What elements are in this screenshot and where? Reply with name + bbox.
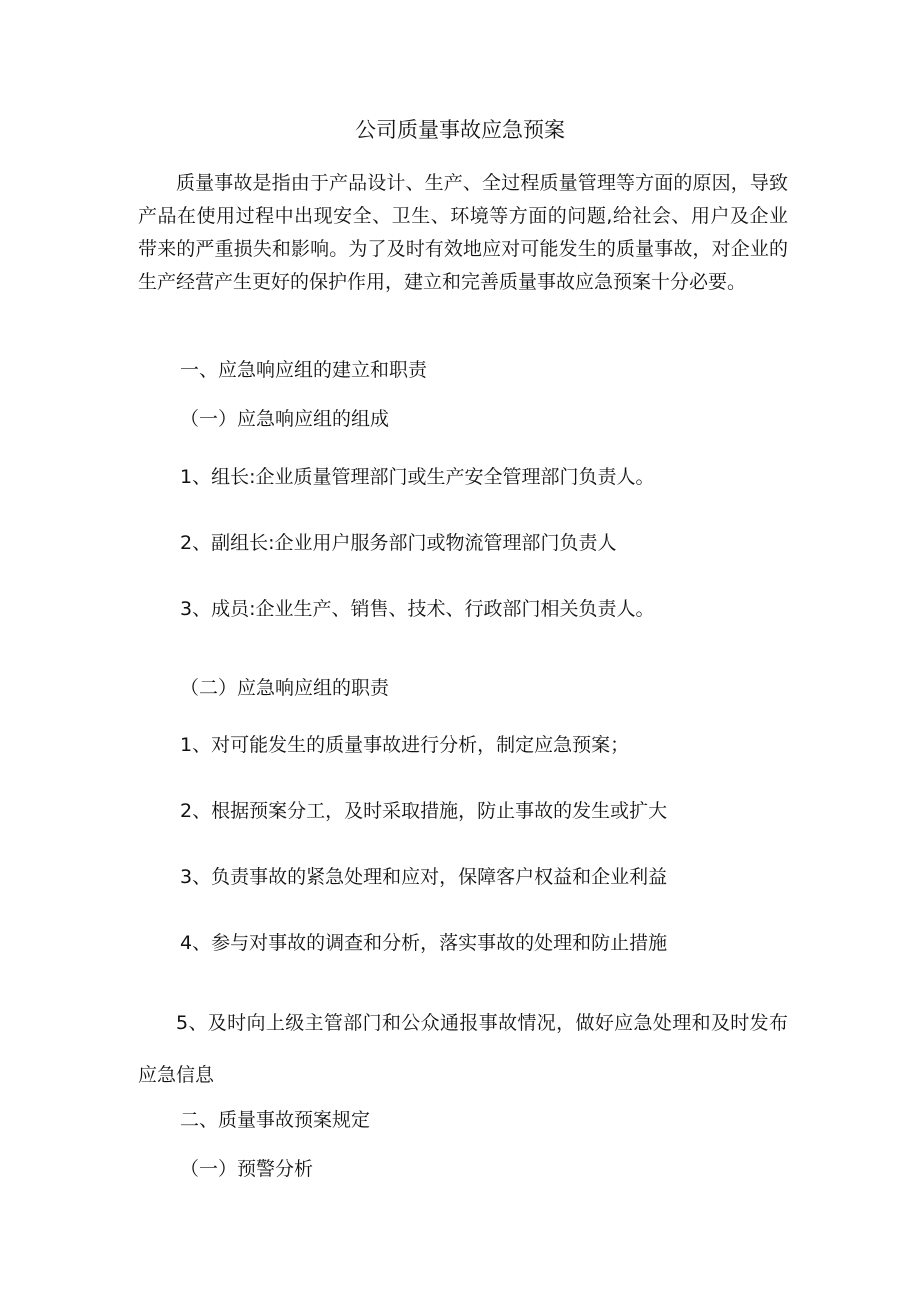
list-item: 2、副组长:企业用户服务部门或物流管理部门负责人 [180,532,617,554]
section1-sub2-heading: （二）应急响应组的职责 [180,677,390,699]
intro-paragraph: 质量事故是指由于产品设计、生产、全过程质量管理等方面的原因，导致产品在使用过程中出现安全、卫生、环境等方面的问题,给社会、用户及企业带来的严重损失和影响。为了及时有效地应对可能发生的质量事故，对企业的生产经营产生更好的保护作用，建立和完善质量事故应急预案十分必要。 [138,172,788,293]
section2-heading: 二、质量事故预案规定 [180,1109,371,1131]
list-item: 3、成员:企业生产、销售、技术、行政部门相关负责人。 [180,598,655,620]
document-title: 公司质量事故应急预案 [355,118,565,142]
list-item: 4、参与对事故的调查和分析，落实事故的处理和防止措施 [180,932,668,954]
list-item: 1、组长:企业质量管理部门或生产安全管理部门负责人。 [180,466,655,488]
list-item: 1、对可能发生的质量事故进行分析，制定应急预案； [180,734,630,756]
list-item: 2、根据预案分工，及时采取措施，防止事故的发生或扩大 [180,800,668,822]
list-item: 5、及时向上级主管部门和公众通报事故情况，做好应急处理和及时发布应急信息 [138,1012,788,1086]
section1-heading: 一、应急响应组的建立和职责 [180,359,428,381]
section2-sub1-heading: （一）预警分析 [180,1158,314,1180]
section1-sub1-heading: （一）应急响应组的组成 [180,408,390,430]
list-item: 3、负责事故的紧急处理和应对，保障客户权益和企业利益 [180,866,668,888]
